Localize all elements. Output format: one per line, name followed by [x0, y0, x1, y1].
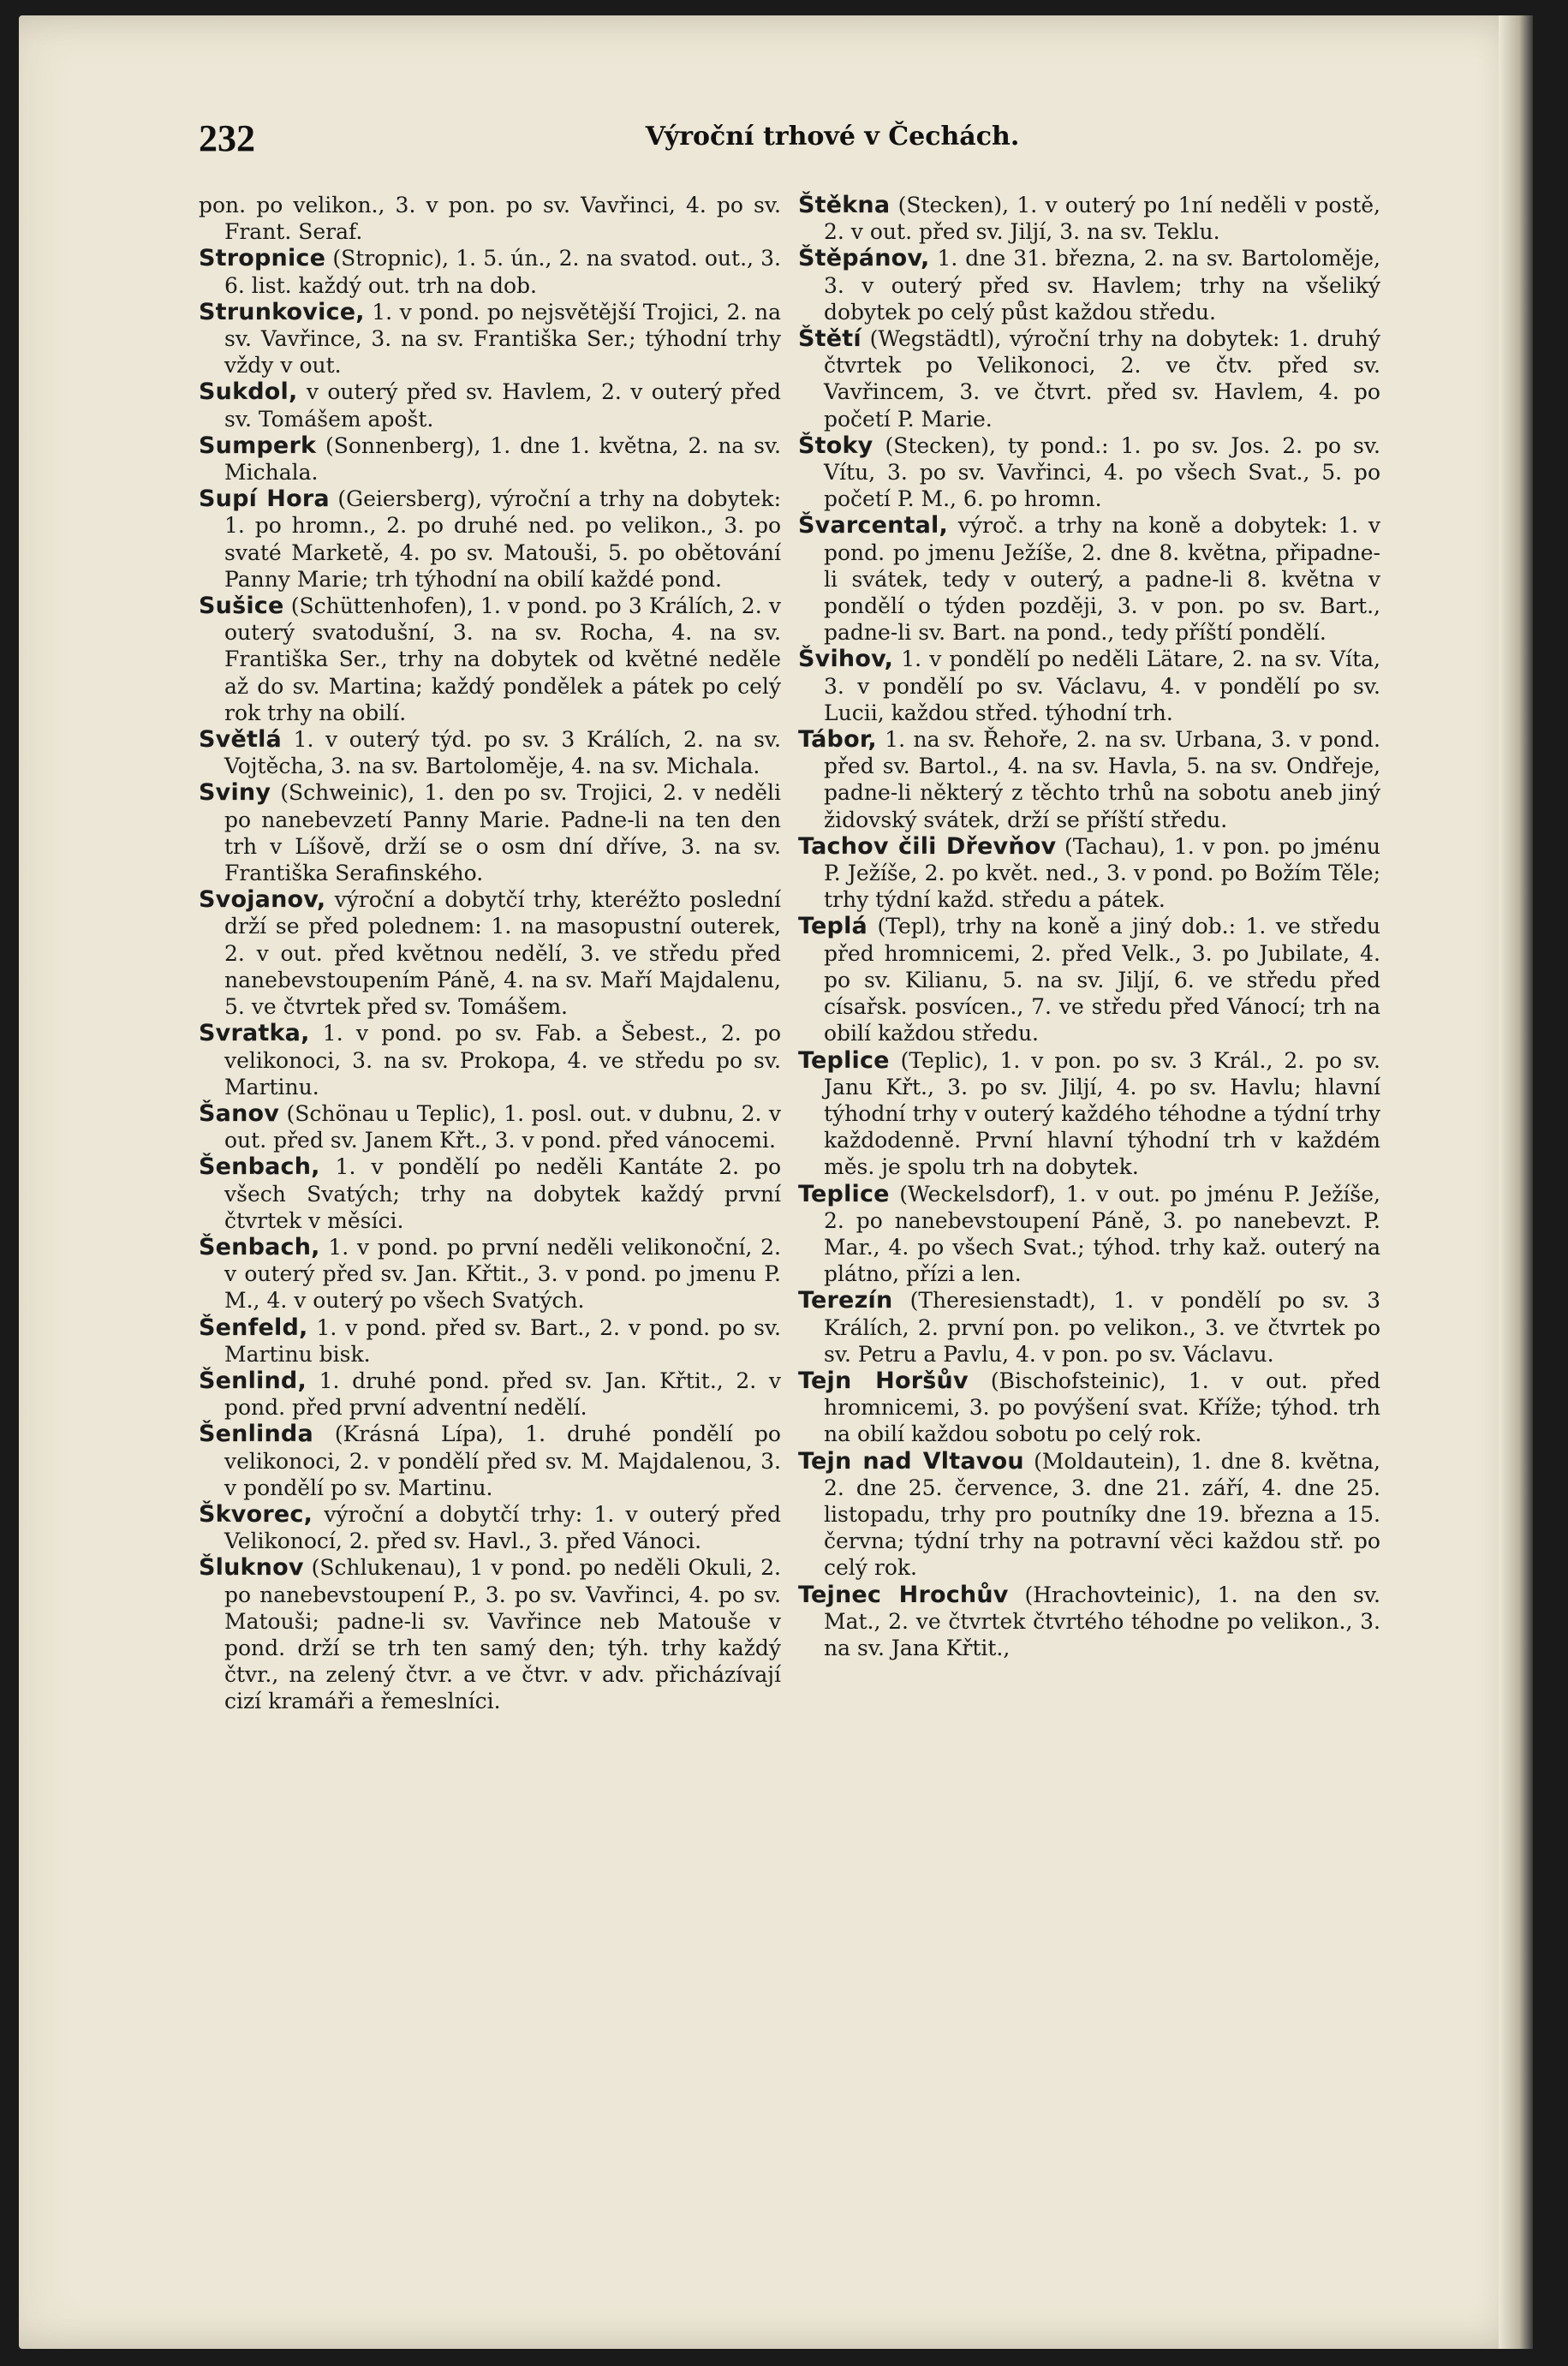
entry-headword: Tejnec Hrochův — [798, 1581, 1009, 1608]
gazetteer-entry — [798, 833, 1380, 914]
entry-headword: Sukdol, — [199, 378, 298, 406]
entry-text: 1. v pond. po sv. Fab. a Šebest., 2. po velikonoci, 3. na sv. Prokopa, 4. ve středu po sv. Martinu. — [224, 1021, 781, 1100]
entry-headword: Štětí — [798, 325, 862, 353]
gazetteer-entry — [798, 1368, 1380, 1448]
entry-text: (Schönau u Teplic), 1. posl. out. v dubnu, 2. v out. před sv. Janem Křt., 3. v pond. před vánocemi. — [224, 1100, 781, 1153]
gazetteer-entry — [798, 913, 1380, 1046]
entry-text: 1. dne 31. března, 2. na sv. Bartoloměje, 3. v outerý před sv. Havlem; trhy na všeliký dobytek po celý půst každou středu. — [824, 246, 1380, 325]
gazetteer-entry — [798, 1047, 1380, 1181]
entry-text: 1. druhé pond. před sv. Jan. Křtit., 2. v pond. před první adventní nedělí. — [224, 1368, 782, 1421]
entry-text: (Hrachovteinic), 1. na den sv. Mat., 2. ve čtvrtek čtvrtého téhodne po velikon., 3. na sv. Jana Křtit., — [824, 1582, 1380, 1660]
entry-headword: Švihov, — [798, 646, 894, 673]
entry-headword: Škvorec, — [199, 1500, 313, 1528]
gazetteer-entry — [798, 1582, 1380, 1662]
entry-text: (Schüttenhofen), 1. v pond. po 3 Králích, 2. v outerý svatodušní, 3. na sv. Rocha, 4. na sv. Františka Ser., trhy na dobytek od květné neděle až do sv. Martina; každý pondělek a pátek po celý rok trhy na obilí. — [224, 593, 781, 725]
gazetteer-entry — [199, 1153, 781, 1234]
entry-text: (Schlukenau), 1 v pond. po neděli Okuli, 2. po nanebevstoupení P., 3. po sv. Vavřinci, 4. po sv. Matouši; padne-li sv. Vavřince neb Matouše v pond. drží se trh ten samý den; týh. trhy každý čtvr., na zelený čtvr. a ve čtvr. v adv. přicházívají cizí kramáři a řemeslníci. — [224, 1555, 781, 1714]
gazetteer-entry — [199, 1100, 781, 1153]
entry-text: 1. v pondělí po neděli Kantáte 2. po všech Svatých; trhy na dobytek každý první čtvrtek v měsíci. — [224, 1154, 781, 1233]
entry-headword: Štoky — [798, 432, 873, 459]
entry-text: (Stropnic), 1. 5. ún., 2. na svatod. out., 3. 6. list. každý out. trh na dob. — [224, 246, 781, 298]
entry-headword: Svratka, — [199, 1020, 310, 1047]
entry-headword: Tachov čili Dřevňov — [798, 832, 1057, 860]
entry-text: výroční a dobytčí trhy: 1. v outerý před Velikonocí, 2. před sv. Havl., 3. před Vánoci. — [224, 1501, 782, 1554]
entry-text: (Wegstädtl), výroční trhy na dobytek: 1. druhý čtvrtek po Velikonoci, 2. ve čtv. před sv. Vavřincem, 3. ve čtvrt. před sv. Havlem, 4. po početí P. Marie. — [824, 326, 1380, 432]
entry-text: 1. v outerý týd. po sv. 3 Králích, 2. na sv. Vojtěcha, 3. na sv. Bartoloměje, 4. na sv. Michala. — [224, 727, 782, 779]
entry-headword: Stropnice — [199, 245, 326, 272]
gazetteer-entry — [199, 378, 781, 432]
gazetteer-entry — [798, 1181, 1380, 1288]
entry-text: v outerý před sv. Havlem, 2. v outerý před sv. Tomášem apošt. — [224, 379, 781, 432]
entry-text: 1. v pond. po první neděli velikonoční, 2. v outerý před sv. Jan. Křtit., 3. v pond. po jmenu P. M., 4. v outerý po všech Svatých. — [224, 1234, 781, 1314]
entry-text: (Sonnenberg), 1. dne 1. května, 2. na sv. Michala. — [224, 432, 781, 486]
entry-text: 1. na sv. Řehoře, 2. na sv. Urbana, 3. v pond. před sv. Bartol., 4. na sv. Havla, 5. na sv. Ondřeje, padne-li některý z těchto trhů na sobotu aneb jiný židovský svátek, drží se příští středu. — [824, 727, 1381, 832]
entry-text: výroční a dobytčí trhy, kteréžto poslední drží se před polednem: 1. na masopustní outerek, 2. v out. před květnou nedělí, 3. ve středu před nanebevstoupením Páně, 4. na sv. Maří Majdalenu, 5. ve čtvrtek před sv. Tomášem. — [224, 887, 781, 1020]
page-number: 232 — [199, 117, 255, 159]
entry-text: (Teplic), 1. v pon. po sv. 3 Král., 2. po sv. Janu Křt., 3. po sv. Jiljí, 4. po sv. Havlu; hlavní týhodní trhy v outerý každého téhodne a týdní trhy každodenně. První hlavní týhodní trh v každém měs. je spolu trh na dobytek. — [824, 1047, 1380, 1180]
entry-headword: Šluknov — [199, 1554, 304, 1582]
entry-headword: Šenbach, — [199, 1233, 320, 1260]
entry-headword: Sušice — [199, 593, 284, 620]
entry-headword: Tábor, — [798, 726, 877, 754]
entry-headword: Sumperk — [199, 432, 317, 459]
entry-text: (Geiersberg), výroční a trhy na dobytek: 1. po hromn., 2. po druhé ned. po velikon., 3. po svaté Marketě, 4. po sv. Matouši, 5. po obětování Panny Marie; trh týhodní na obilí každé pond. — [224, 486, 781, 592]
entry-text: (Stecken), ty pond.: 1. po sv. Jos. 2. po sv. Vítu, 3. po sv. Vavřinci, 4. po všech Svat., 5. po početí P. M., 6. po hromn. — [824, 432, 1380, 512]
entry-headword: Světlá — [199, 726, 282, 754]
entry-text: 1. v pond. před sv. Bart., 2. v pond. po sv. Martinu bisk. — [224, 1314, 781, 1367]
entry-text: 1. v pondělí po neděli Lätare, 2. na sv. Víta, 3. v pondělí po sv. Václavu, 4. v pondělí po sv. Lucii, každou střed. týhodní trh. — [824, 647, 1380, 725]
entry-headword: Šenlinda — [199, 1421, 313, 1448]
gazetteer-entry — [798, 245, 1380, 325]
gazetteer-entry — [798, 432, 1380, 513]
entry-headword: Terezín — [798, 1287, 893, 1314]
entry-headword: Tejn Horšův — [798, 1367, 969, 1394]
gazetteer-entry — [199, 1421, 781, 1501]
gazetteer-entry — [199, 1368, 781, 1421]
entry-text: výroč. a trhy na koně a dobytek: 1. v pond. po jmenu Ježíše, 2. dne 8. května, připadne-li svátek, tedy v outerý, a padne-li 8. května v pondělí o týden později, 3. v pon. po sv. Bart., padne-li sv. Bart. na pond., tedy příští pondělí. — [824, 513, 1380, 646]
entry-headword: Sviny — [199, 779, 271, 807]
gazetteer-entry — [199, 192, 781, 245]
book-page — [19, 15, 1533, 2349]
gazetteer-entry — [199, 886, 781, 1020]
gazetteer-entry — [199, 299, 781, 379]
entry-headword: Teplice — [798, 1180, 890, 1207]
entry-headword: Šenbach, — [199, 1153, 320, 1181]
right-column — [798, 192, 1380, 1661]
entry-text: 1. v pond. po nejsvětější Trojici, 2. na sv. Vavřince, 3. na sv. Františka Ser.; týhodní trhy vždy v out. — [224, 299, 781, 378]
entry-text: (Theresienstadt), 1. v pondělí po sv. 3 Králích, 2. první pon. po velikon., 3. ve čtvrtek po sv. Petru a Pavlu, 4. v pon. po sv. Václavu. — [824, 1288, 1380, 1367]
entry-headword: Štěpánov, — [798, 245, 930, 272]
gazetteer-entry — [199, 245, 781, 298]
entry-headword: Tejn nad Vltavou — [798, 1447, 1024, 1475]
book-spine-shadow — [1499, 15, 1533, 2349]
gazetteer-entry — [798, 325, 1380, 432]
gazetteer-entry — [199, 726, 781, 779]
gazetteer-entry — [199, 1501, 781, 1554]
gazetteer-entry — [798, 512, 1380, 646]
entry-text: (Schweinic), 1. den po sv. Trojici, 2. v neděli po nanebevzetí Panny Marie. Padne-li na ten den trh v Líšově, drží se o osm dní dříve, 3. na sv. Františka Serafinského. — [224, 780, 781, 886]
entry-text: pon. po velikon., 3. v pon. po sv. Vavřinci, 4. po sv. Frant. Seraf. — [199, 193, 781, 245]
gazetteer-entry — [199, 486, 781, 593]
gazetteer-entry — [798, 192, 1380, 245]
gazetteer-entry — [199, 1314, 781, 1368]
gazetteer-entry — [199, 1554, 781, 1714]
entry-text: (Krásná Lípa), 1. druhé pondělí po velikonoci, 2. v pondělí před sv. M. Majdalenou, 3. v pondělí po sv. Martinu. — [224, 1421, 781, 1500]
entry-headword: Strunkovice, — [199, 298, 365, 325]
gazetteer-entry — [798, 1448, 1380, 1582]
entry-headword: Teplice — [798, 1046, 890, 1074]
entry-headword: Švarcental, — [798, 512, 948, 539]
entry-headword: Šenfeld, — [199, 1314, 308, 1341]
running-title: Výroční trhové v Čechách. — [645, 122, 1020, 152]
entry-text: (Weckelsdorf), 1. v out. po jménu P. Ježíše, 2. po nanebevstoupení Páně, 3. po nanebevzt. P. Mar., 4. po všech Svat.; týhod. trhy kaž. outerý na plátno, přízi a len. — [824, 1181, 1380, 1287]
entry-headword: Šanov — [199, 1100, 280, 1127]
gazetteer-entry — [798, 1287, 1380, 1368]
gazetteer-entry — [199, 593, 781, 726]
entry-text: (Tachau), 1. v pon. po jménu P. Ježíše, 2. po květ. ned., 3. v pond. po Božím Těle; trhy týdní každ. středu a pátek. — [824, 833, 1380, 913]
entry-headword: Supí Hora — [199, 486, 330, 513]
gazetteer-entry — [798, 726, 1380, 833]
entry-text: (Tepl), trhy na koně a jiný dob.: 1. ve středu před hromnicemi, 2. před Velk., 3. po Jubilate, 4. po sv. Kilianu, 5. na sv. Jiljí, 6. ve středu před císařsk. posvícen., 7. ve středu před Vánocí; trh na obilí každou středu. — [824, 914, 1380, 1046]
entry-headword: Šenlind, — [199, 1367, 307, 1394]
entry-text: (Stecken), 1. v outerý po 1ní neděli v postě, 2. v out. před sv. Jiljí, 3. na sv. Teklu. — [824, 193, 1381, 245]
gazetteer-entry — [199, 1234, 781, 1314]
entry-headword: Teplá — [798, 913, 867, 940]
entry-headword: Svojanov, — [199, 886, 326, 914]
gazetteer-entry — [199, 779, 781, 886]
left-column — [199, 192, 781, 1715]
entry-text: (Bischofsteinic), 1. v out. před hromnicemi, 3. po povýšení svat. Kříže; týhod. trh na obilí každou sobotu po celý rok. — [824, 1368, 1381, 1447]
gazetteer-entry — [199, 432, 781, 486]
entry-text: (Moldautein), 1. dne 8. května, 2. dne 25. července, 3. dne 21. září, 4. dne 25. listopadu, trhy pro poutníky dne 19. března a 15. června; týdní trhy na potravní věci každou stř. po celý rok. — [824, 1448, 1380, 1581]
entry-headword: Štěkna — [798, 192, 891, 218]
gazetteer-entry — [798, 646, 1380, 726]
gazetteer-entry — [199, 1020, 781, 1100]
